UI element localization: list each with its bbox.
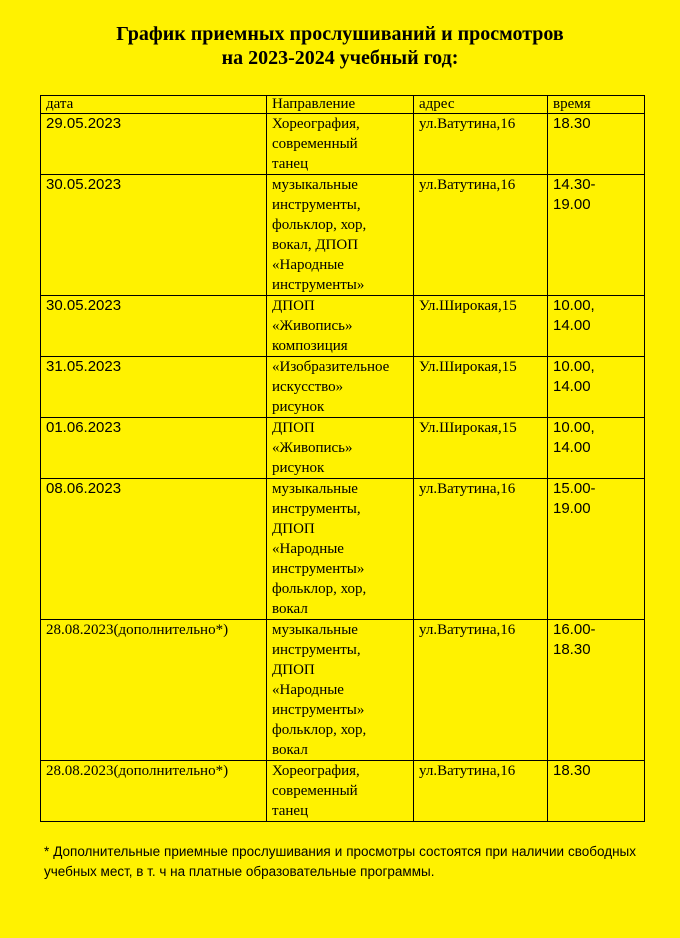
cell-date: 30.05.2023: [41, 296, 267, 357]
direction-line: «Живопись»: [272, 440, 353, 456]
table-body: [41, 114, 645, 822]
direction-line: современный: [272, 136, 358, 152]
direction-line: инструменты»: [272, 561, 365, 577]
cell-address: Ул.Широкая,15: [414, 418, 548, 479]
cell-direction: [267, 175, 414, 296]
direction-line: Хореография,: [272, 763, 360, 779]
cell-time: [548, 114, 645, 175]
cell-date: 28.08.2023(дополнительно*): [41, 761, 267, 822]
direction-line: рисунок: [272, 460, 325, 476]
direction-line: вокал, ДПОП: [272, 237, 359, 253]
table-row: [41, 175, 645, 296]
table-row: [41, 479, 645, 620]
table-row: [41, 296, 645, 357]
time-line: 14.00: [553, 439, 591, 456]
direction-line: танец: [272, 156, 309, 172]
direction-line: музыкальные: [272, 622, 358, 638]
direction-line: инструменты,: [272, 197, 361, 213]
cell-direction: [267, 357, 414, 418]
time-line: 18.30: [553, 641, 591, 658]
cell-address: ул.Ватутина,16: [414, 620, 548, 761]
table-row: [41, 418, 645, 479]
table-row: [41, 357, 645, 418]
direction-line: фольклор, хор,: [272, 217, 367, 233]
direction-line: инструменты»: [272, 277, 365, 293]
direction-line: Хореография,: [272, 116, 360, 132]
header-time: время: [548, 96, 645, 114]
cell-time: [548, 479, 645, 620]
cell-date: 29.05.2023: [41, 114, 267, 175]
header-address: адрес: [414, 96, 548, 114]
table-row: [41, 114, 645, 175]
direction-line: искусство»: [272, 379, 344, 395]
cell-date: 28.08.2023(дополнительно*): [41, 620, 267, 761]
cell-direction: [267, 620, 414, 761]
cell-address: Ул.Широкая,15: [414, 357, 548, 418]
title-line-2: на 2023-2024 учебный год:: [221, 47, 459, 69]
cell-time: [548, 357, 645, 418]
cell-date: 31.05.2023: [41, 357, 267, 418]
direction-line: вокал: [272, 601, 308, 617]
direction-line: «Народные: [272, 257, 344, 273]
table-row: [41, 620, 645, 761]
cell-address: ул.Ватутина,16: [414, 479, 548, 620]
direction-line: рисунок: [272, 399, 325, 415]
direction-line: «Народные: [272, 541, 344, 557]
direction-line: музыкальные: [272, 481, 358, 497]
title-line-1: График приемных прослушиваний и просмотров: [116, 23, 564, 45]
direction-line: композиция: [272, 338, 348, 354]
direction-line: «Народные: [272, 682, 344, 698]
direction-line: ДПОП: [272, 521, 315, 537]
direction-line: ДПОП: [272, 420, 315, 436]
direction-line: инструменты,: [272, 501, 361, 517]
schedule-table: [40, 95, 645, 822]
footnote: * Дополнительные приемные прослушивания и просмотры состоятся при наличии свободных учебных мест, в т. ч на платные образовательные программы.: [44, 844, 636, 879]
time-line: 19.00: [553, 500, 591, 517]
time-line: 14.00: [553, 317, 591, 334]
cell-address: Ул.Широкая,15: [414, 296, 548, 357]
table-header-row: [41, 96, 645, 114]
header-date: дата: [41, 96, 267, 114]
time-line: 19.00: [553, 196, 591, 213]
cell-address: ул.Ватутина,16: [414, 761, 548, 822]
cell-time: [548, 296, 645, 357]
cell-date: 01.06.2023: [41, 418, 267, 479]
header-direction: Направление: [267, 96, 414, 114]
cell-address: ул.Ватутина,16: [414, 114, 548, 175]
cell-direction: [267, 418, 414, 479]
direction-line: фольклор, хор,: [272, 581, 367, 597]
cell-date: 30.05.2023: [41, 175, 267, 296]
direction-line: «Изобразительное: [272, 359, 390, 375]
direction-line: инструменты»: [272, 702, 365, 718]
page-title: [0, 22, 680, 70]
time-line: 10.00,: [553, 419, 595, 436]
time-line: 15.00-: [553, 480, 596, 497]
table-row: [41, 761, 645, 822]
direction-line: ДПОП: [272, 662, 315, 678]
cell-time: [548, 175, 645, 296]
cell-time: [548, 418, 645, 479]
cell-time: [548, 620, 645, 761]
cell-time: [548, 761, 645, 822]
cell-direction: [267, 479, 414, 620]
time-line: 14.30-: [553, 176, 596, 193]
direction-line: танец: [272, 803, 309, 819]
cell-direction: [267, 114, 414, 175]
direction-line: инструменты,: [272, 642, 361, 658]
time-line: 16.00-: [553, 621, 596, 638]
cell-date: 08.06.2023: [41, 479, 267, 620]
direction-line: современный: [272, 783, 358, 799]
direction-line: фольклор, хор,: [272, 722, 367, 738]
direction-line: «Живопись»: [272, 318, 353, 334]
direction-line: вокал: [272, 742, 308, 758]
time-line: 18.30: [553, 115, 591, 132]
time-line: 18.30: [553, 762, 591, 779]
direction-line: музыкальные: [272, 177, 358, 193]
cell-address: ул.Ватутина,16: [414, 175, 548, 296]
time-line: 14.00: [553, 378, 591, 395]
direction-line: ДПОП: [272, 298, 315, 314]
cell-direction: [267, 761, 414, 822]
cell-direction: [267, 296, 414, 357]
time-line: 10.00,: [553, 358, 595, 375]
time-line: 10.00,: [553, 297, 595, 314]
